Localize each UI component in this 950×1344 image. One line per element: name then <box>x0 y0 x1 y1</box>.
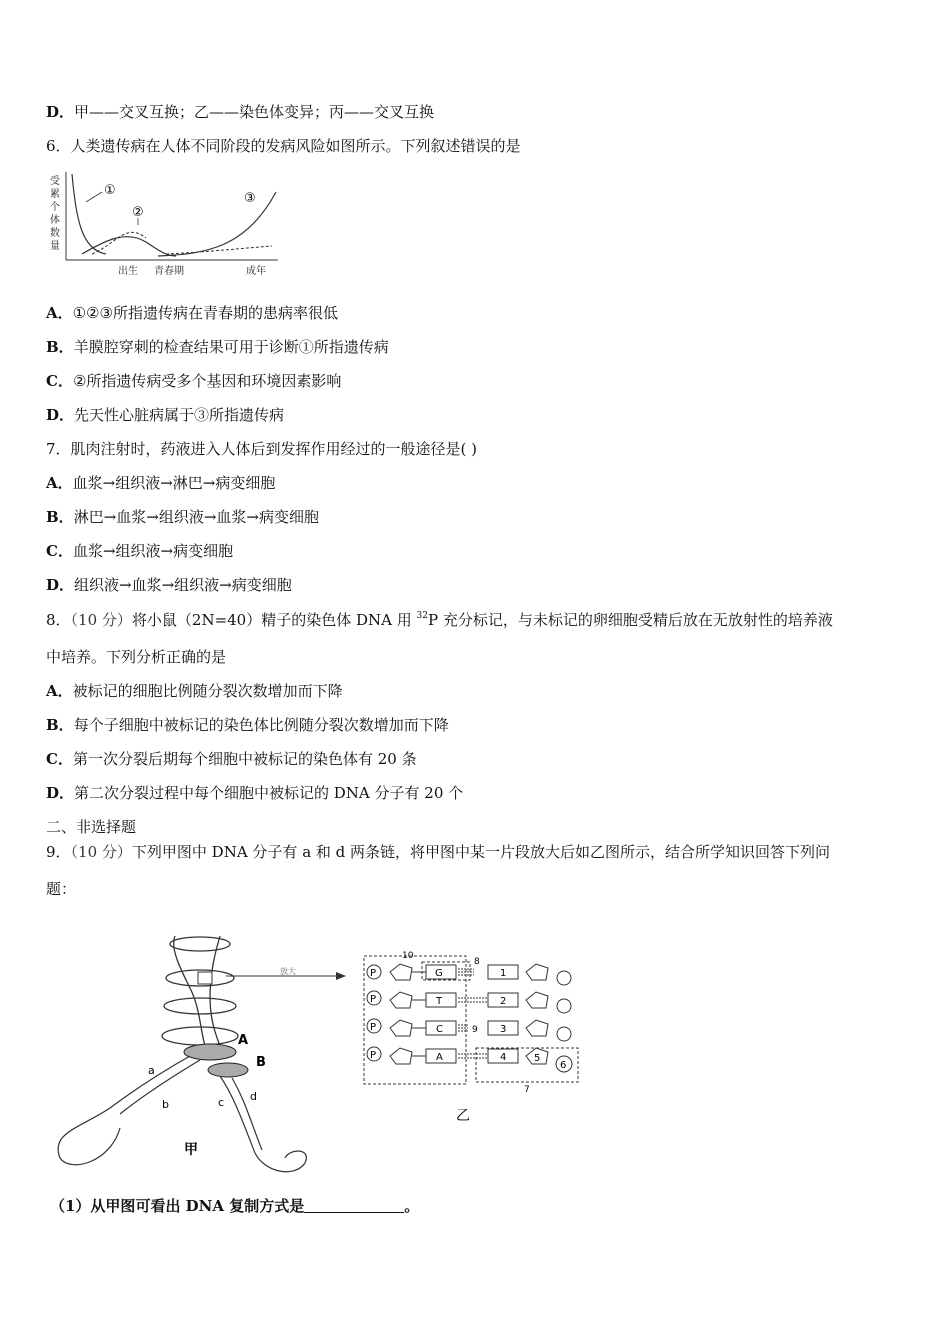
answer-blank[interactable] <box>304 1198 404 1213</box>
enzyme-A <box>184 1044 236 1060</box>
q5-option-d <box>46 102 434 122</box>
option-text: 血浆→组织液→淋巴→病变细胞 <box>72 474 276 492</box>
option-letter: A． <box>46 474 73 492</box>
q6-option-c <box>46 371 341 391</box>
question-number: 8． <box>46 611 71 629</box>
curve-3 <box>158 192 276 256</box>
q7-option-b <box>46 507 319 527</box>
base-left: G <box>435 968 443 979</box>
base-pair-row-3 <box>367 1019 571 1041</box>
base-left: A <box>436 1052 443 1063</box>
caption-jia: 甲 <box>184 1142 198 1158</box>
q7-stem: 7．肌肉注射时，药液进入人体后到发挥作用经过的一般途径是( ) <box>46 440 478 458</box>
caption-yi: 乙 <box>456 1108 470 1124</box>
q8-stem-b: P 充分标记，与未标记的卵细胞受精后放在无放射性的培养液 <box>427 611 833 629</box>
q6-risk-figure <box>46 170 286 282</box>
curve-label-1: ① <box>104 183 116 198</box>
base-left: T <box>436 996 443 1007</box>
q7-option-d <box>46 575 292 595</box>
option-letter: D． <box>46 784 75 802</box>
option-text: 第一次分裂后期每个细胞中被标记的染色体有 20 条 <box>72 750 417 768</box>
q6-option-a <box>46 303 338 323</box>
q6-option-d <box>46 405 284 425</box>
xlabel-birth: 出生 <box>118 266 138 277</box>
q9-stem <box>46 842 830 862</box>
question-score: （10 分） <box>70 843 132 861</box>
phosphate-label: P <box>370 1022 377 1033</box>
phosphate-label: P <box>370 968 377 979</box>
num-5: 5 <box>534 1053 541 1064</box>
curve-2 <box>82 237 176 256</box>
option-text: 淋巴→血浆→组织液→血浆→病变细胞 <box>73 508 319 526</box>
option-letter: A． <box>46 682 73 700</box>
base-right: 3 <box>500 1024 507 1035</box>
q9-sub1-text: （1）从甲图可看出 DNA 复制方式是 <box>50 1197 305 1215</box>
option-letter: B． <box>46 338 74 356</box>
q8-option-a <box>46 681 343 701</box>
option-text: ②所指遗传病受多个基因和环境因素影响 <box>72 372 342 390</box>
curve-2-dashed <box>92 232 146 254</box>
num-8: 8 <box>474 957 480 967</box>
magnify-arrow <box>224 966 348 986</box>
section-heading: 二、非选择题 <box>46 818 137 836</box>
leader-1 <box>86 192 102 202</box>
question-score: （10 分） <box>70 611 132 629</box>
q6-ylabel <box>50 175 60 252</box>
option-letter: B． <box>46 508 74 526</box>
q9-figure-yi <box>360 948 592 1128</box>
option-letter: C． <box>46 542 73 560</box>
curve-label-3: ③ <box>244 191 256 206</box>
option-text: 每个子细胞中被标记的染色体比例随分裂次数增加而下降 <box>73 716 449 734</box>
ylabel-char: 个 <box>50 202 60 213</box>
phosphate-label: P <box>370 1050 377 1061</box>
curve-label-2: ② <box>132 205 144 220</box>
q7-option-a <box>46 473 275 493</box>
isotope-superscript: 32 <box>416 611 428 621</box>
question-number: 9． <box>46 843 71 861</box>
xlabel-puberty: 青春期 <box>154 266 184 277</box>
q8-option-b <box>46 715 449 735</box>
q8-option-d <box>46 783 463 803</box>
option-letter: C． <box>46 372 73 390</box>
option-text: 羊膜腔穿刺的检查结果可用于诊断①所指遗传病 <box>73 338 389 356</box>
q8-option-c <box>46 749 417 769</box>
ylabel-char: 量 <box>50 241 60 252</box>
fragment-box <box>198 972 212 984</box>
daughter-strands <box>58 1056 306 1172</box>
label-A: A <box>238 1033 249 1048</box>
curve-3-dashed <box>166 246 272 254</box>
label-c: c <box>218 1096 225 1109</box>
option-letter: D． <box>46 103 75 121</box>
q9-sub1 <box>50 1196 419 1216</box>
option-text: 血浆→组织液→病变细胞 <box>72 542 234 560</box>
enzyme-B <box>208 1063 248 1077</box>
xlabel-adult: 成年 <box>246 266 266 277</box>
q8-stem <box>46 610 833 630</box>
curve-1 <box>72 174 106 254</box>
option-text: 第二次分裂过程中每个细胞中被标记的 DNA 分子有 20 个 <box>74 784 464 802</box>
label-a: a <box>148 1064 155 1077</box>
num-7: 7 <box>524 1085 530 1095</box>
label-b: b <box>162 1098 169 1111</box>
base-pair-row-2 <box>367 991 571 1013</box>
base-right: 1 <box>500 968 507 979</box>
base-right: 2 <box>500 996 507 1007</box>
option-text: 被标记的细胞比例随分裂次数增加而下降 <box>72 682 343 700</box>
phosphate-label: P <box>370 994 377 1005</box>
base-left: C <box>436 1024 443 1035</box>
option-letter: C． <box>46 750 73 768</box>
option-letter: D． <box>46 576 75 594</box>
ylabel-char: 受 <box>50 176 60 187</box>
arrow-label: 放大 <box>280 967 296 976</box>
option-text: 先天性心脏病属于③所指遗传病 <box>74 406 285 424</box>
base-pair-row-4 <box>367 1047 572 1072</box>
num-10: 10 <box>402 951 414 961</box>
num-9: 9 <box>472 1025 478 1035</box>
base-right: 4 <box>500 1052 507 1063</box>
q9-sub1-end: 。 <box>404 1197 420 1215</box>
option-text: 组织液→血浆→组织液→病变细胞 <box>74 576 292 594</box>
q6-stem: 6．人类遗传病在人体不同阶段的发病风险如图所示。下列叙述错误的是 <box>46 137 521 155</box>
q8-stem-line2: 中培养。下列分析正确的是 <box>46 648 227 666</box>
q6-xlabels <box>118 264 266 277</box>
base-pair-row-1 <box>367 964 571 985</box>
q9-stem-line2: 题： <box>46 880 77 898</box>
q8-stem-a: 将小鼠（2N=40）精子的染色体 DNA 用 <box>131 611 417 629</box>
option-text: ①②③所指遗传病在青春期的患病率很低 <box>72 304 338 322</box>
option-letter: D． <box>46 406 75 424</box>
q7-option-c <box>46 541 233 561</box>
label-B: B <box>256 1055 266 1070</box>
option-text: 甲——交叉互换；乙——染色体变异；丙——交叉互换 <box>74 103 435 121</box>
q9-stem-text: 下列甲图中 DNA 分子有 a 和 d 两条链，将甲图中某一片段放大后如乙图所示，结合所学知识回答下列问 <box>131 843 831 861</box>
q6-option-b <box>46 337 389 357</box>
option-letter: A． <box>46 304 73 322</box>
option-letter: B． <box>46 716 74 734</box>
num-6: 6 <box>560 1060 567 1071</box>
label-d: d <box>250 1090 257 1103</box>
ylabel-char: 累 <box>50 189 60 200</box>
ylabel-char: 体 <box>50 215 60 226</box>
helix-coils <box>162 936 238 1046</box>
ylabel-char: 数 <box>50 228 60 239</box>
